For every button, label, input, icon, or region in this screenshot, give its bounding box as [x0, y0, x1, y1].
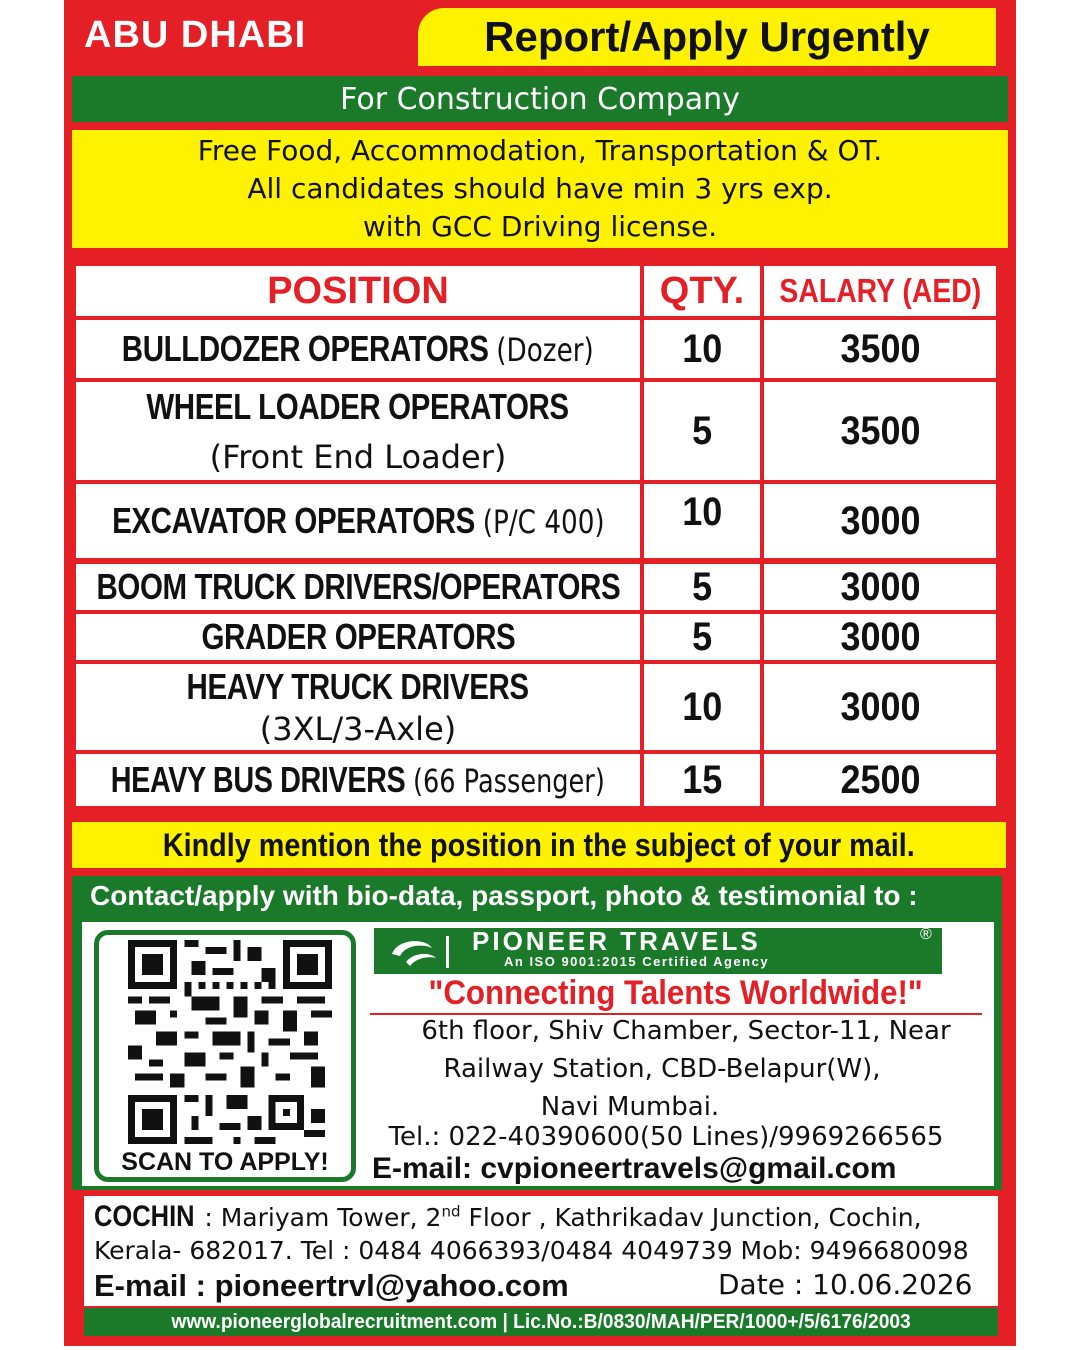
company-type-bar	[72, 76, 1008, 122]
table-row	[76, 320, 640, 378]
position-sub: (3XL/3-Axle)	[259, 710, 457, 748]
table-row	[76, 664, 640, 750]
qty-value: 10	[681, 326, 723, 371]
table-row	[76, 564, 640, 610]
cochin-label: COCHIN	[94, 1200, 195, 1233]
contact-email[interactable]: E-mail: cvpioneertravels@gmail.com	[372, 1152, 897, 1185]
positions-table	[72, 262, 1000, 810]
salary-value: 3000	[839, 498, 921, 543]
salary-value: 3000	[839, 684, 921, 729]
position-title: HEAVY BUS DRIVERS	[110, 759, 406, 800]
position-sub: (P/C 400)	[482, 503, 605, 541]
qty-cell	[644, 664, 760, 750]
position-sub: (66 Passenger)	[413, 762, 606, 800]
scan-to-apply-label: SCAN TO APPLY!	[121, 1148, 329, 1176]
position-sub: (Dozer)	[496, 331, 594, 369]
salary-header-cell	[764, 266, 996, 316]
telephone: Tel.: 022-40390600(50 Lines)/9969266565	[388, 1122, 944, 1152]
position-title: GRADER OPERATORS	[201, 616, 515, 657]
mail-subject-note	[72, 822, 1006, 868]
qty-cell	[644, 382, 760, 480]
benefit-line: All candidates should have min 3 yrs exp.	[247, 172, 833, 205]
salary-cell	[764, 754, 996, 806]
salary-value: 3500	[839, 408, 921, 453]
table-row	[76, 614, 640, 660]
agency-tagline: "Connecting Talents Worldwide!"	[370, 974, 982, 1015]
urgent-banner	[418, 8, 996, 66]
cochin-address-line: COCHIN : Mariyam Tower, 2nd Floor , Kathrikadav Junction, Cochin,	[94, 1200, 922, 1233]
qty-value: 10	[681, 684, 723, 729]
salary-cell	[764, 564, 996, 610]
cochin-phone-line: Kerala- 682017. Tel : 0484 4066393/0484 4049739 Mob: 9496680098	[94, 1236, 969, 1265]
salary-cell	[764, 664, 996, 750]
qty-value: 5	[691, 614, 713, 659]
position-title: BOOM TRUCK DRIVERS/OPERATORS	[96, 566, 620, 607]
qty-value: 5	[691, 408, 713, 453]
position-title: HEAVY TRUCK DRIVERS	[186, 666, 530, 707]
qty-header-cell	[644, 266, 760, 316]
city-title: ABU DHABI	[84, 14, 307, 56]
address-line: 6th floor, Shiv Chamber, Sector-11, Near	[421, 1016, 951, 1046]
table-row	[76, 382, 640, 480]
position-header-cell	[76, 266, 640, 316]
footer-text[interactable]: www.pioneerglobalrecruitment.com | Lic.No.:B/0830/MAH/PER/1000+/5/6176/2003	[171, 1310, 911, 1333]
qty-cell	[644, 564, 760, 610]
address-line: Navi Mumbai.	[540, 1092, 720, 1122]
agency-name: PIONEER TRAVELS	[472, 926, 761, 956]
iso-certification: An ISO 9001:2015 Certified Agency	[504, 954, 770, 969]
qty-value: 10	[681, 490, 723, 534]
benefit-line: Free Food, Accommodation, Transportation & OT.	[197, 134, 883, 167]
qty-cell	[644, 484, 760, 558]
salary-cell	[764, 320, 996, 378]
pioneer-logo-icon	[384, 932, 454, 970]
qty-value: 5	[691, 564, 713, 609]
registered-mark: ®	[920, 926, 932, 943]
address-line: Railway Station, CBD-Belapur(W),	[443, 1054, 881, 1084]
position-header: POSITION	[267, 269, 449, 312]
benefit-line: with GCC Driving license.	[362, 210, 718, 243]
position-sub: (Front End Loader)	[209, 438, 507, 476]
qty-cell	[644, 614, 760, 660]
salary-cell	[764, 614, 996, 660]
qr-code-icon[interactable]	[128, 940, 332, 1144]
position-title: BULLDOZER OPERATORS	[122, 328, 489, 369]
benefits-box	[72, 130, 1008, 248]
table-row	[76, 754, 640, 806]
qty-header: QTY.	[659, 269, 745, 312]
urgent-text: Report/Apply Urgently	[484, 13, 930, 60]
qty-cell	[644, 754, 760, 806]
salary-cell	[764, 382, 996, 480]
cochin-email[interactable]: E-mail : pioneertrvl@yahoo.com	[94, 1268, 569, 1303]
position-title: WHEEL LOADER OPERATORS	[146, 386, 570, 427]
post-date: Date : 10.06.2026	[718, 1268, 973, 1301]
contact-title: Contact/apply with bio-data, passport, photo & testimonial to :	[90, 880, 918, 911]
salary-cell	[764, 484, 996, 558]
position-title: EXCAVATOR OPERATORS	[111, 500, 475, 541]
qty-value: 15	[681, 757, 723, 802]
note-text: Kindly mention the position in the subject of your mail.	[162, 826, 916, 863]
salary-value: 3500	[839, 326, 921, 371]
salary-value: 2500	[839, 757, 921, 802]
salary-value: 3000	[839, 614, 921, 659]
company-type-text: For Construction Company	[340, 81, 740, 117]
salary-value: 3000	[839, 564, 921, 609]
table-row	[76, 484, 640, 558]
footer-bar	[84, 1308, 998, 1336]
salary-header: SALARY (AED)	[779, 272, 981, 309]
qty-cell	[644, 320, 760, 378]
